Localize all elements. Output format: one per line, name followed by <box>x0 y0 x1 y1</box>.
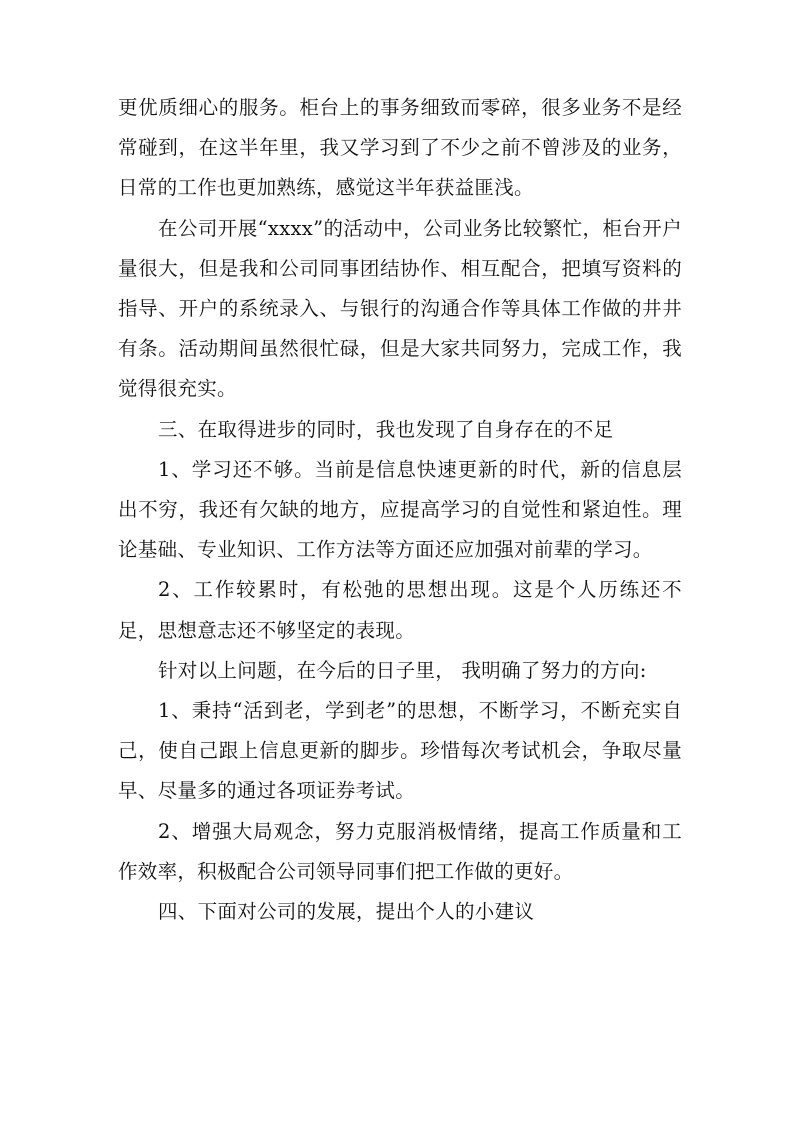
paragraph-activity: 在公司开展“xxxx”的活动中，公司业务比较繁忙，柜台开户量很大，但是我和公司同事团结协作、相互配合，把填写资料的指导、开户的系统录入、与银行的沟通合作等具体工作做的井井有条。活动期间虽然很忙碌，但是大家共同努力，完成工作，我觉得很充实。 <box>118 216 682 401</box>
section-heading-suggestions: 四、下面对公司的发展，提出个人的小建议 <box>158 900 535 924</box>
paragraph-shortcoming-2: 2、工作较累时，有松弛的思想出现。这是个人历练还不足，思想意志还不够坚定的表现。 <box>118 578 682 642</box>
section-heading-shortcomings: 三、在取得进步的同时，我也发现了自身存在的不足 <box>158 417 614 441</box>
paragraph-direction-1: 1、秉持“活到老，学到老”的思想，不断学习，不断充实自己，使自己跟上信息更新的脚步。珍惜每次考试机会，争取尽量早、尽量多的通过各项证券考试。 <box>118 699 682 803</box>
paragraph-direction-2: 2、增强大局观念，努力克服消极情绪，提高工作质量和工作效率，积极配合公司领导同事们把工作做的更好。 <box>118 819 682 883</box>
paragraph-direction-intro: 针对以上问题，在今后的日子里， 我明确了努力的方向: <box>158 658 647 682</box>
paragraph-service-summary: 更优质细心的服务。柜台上的事务细致而零碎，很多业务不是经常碰到，在这半年里，我又学习到了不少之前不曾涉及的业务，日常的工作也更加熟练，感觉这半年获益匪浅。 <box>118 96 682 200</box>
paragraph-shortcoming-1: 1、学习还不够。当前是信息快速更新的时代，新的信息层出不穷，我还有欠缺的地方，应提高学习的自觉性和紧迫性。理论基础、专业知识、工作方法等方面还应加强对前辈的学习。 <box>118 457 682 562</box>
body-text <box>118 88 682 932</box>
